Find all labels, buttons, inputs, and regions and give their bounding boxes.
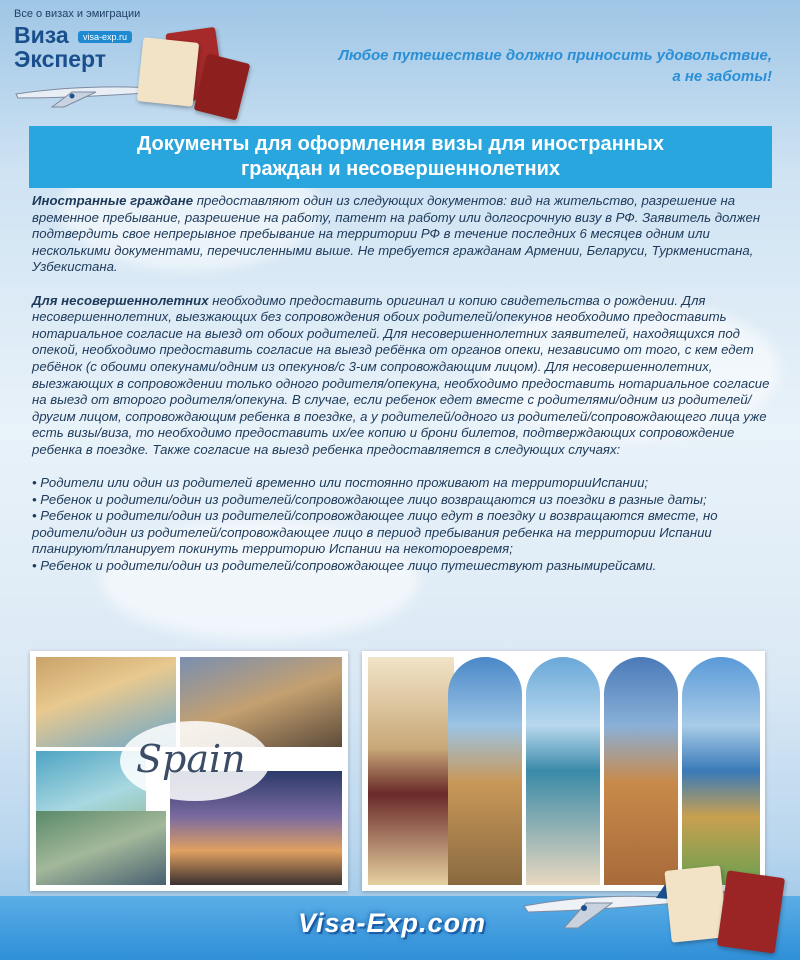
paragraph-minors (32, 293, 772, 459)
minors-lead: Для несовершеннолетних (32, 292, 209, 308)
cathedral-tile (604, 657, 678, 885)
airplane-icon (520, 872, 680, 932)
slogan-line-2: а не заботы! (672, 68, 772, 85)
spain-script-text: Spain (136, 737, 246, 781)
visa-sticker-icon (137, 37, 199, 107)
minors-text: необходимо предоставить оригинал и копию свидетельства о рождении. Для несовершеннолетних, выезжающих без сопровождения обоих родителей/опекунов необходимо предоставить нотариальное согласие на выезд от обоих родителей. Для несовершеннолетних заявителей, находящихся под опекой, необходимо предоставить согласие на выезд ребёнка от органов опеки, независимо от того, с кем едет ребёнок (с обоими опекунами/одним из опекунов/с 3-им сопровождающим лицом). Для несовершеннолетних, выезжающих в сопровождении только одного родителя/опекуна, необходимо предоставить нотариальное согласие на выезд от второго родителя/опекуна. В случае, если ребенок едет вместе с родителями/одним из родителей/другим лицом, сопровождающим ребенка в поездке, а у родителей/одного из родителей/сопровождающего лица уже есть визы/виза, то необходимо предоставить их/ее копию и брони билетов, подтверждающих сопровождение ребенка в поездке. Также согласие на выезд ребенка предоставляется в следующих случаях: (32, 292, 770, 457)
plaza-espana-tile (448, 657, 522, 885)
list-item: • Ребенок и родители/один из родителей/сопровождающее лицо возвращаются из поездки в разные даты; (32, 491, 707, 507)
page-title (29, 126, 772, 188)
logo-word-expert[interactable]: Эксперт (14, 46, 107, 72)
paragraph-foreign-citizens (32, 193, 772, 276)
logo-badge[interactable]: visa-exp.ru (78, 31, 132, 43)
list-item: • Ребенок и родители/один из родителей/сопровождающее лицо путешествуют разнымирейсами. (32, 558, 657, 574)
page-title-line-2: граждан и несовершеннолетних (240, 158, 561, 180)
header (0, 0, 800, 120)
page-title-line-1: Документы для оформления визы для иностранных (137, 133, 664, 155)
foreign-citizens-text: предоставляют один из следующих документов: вид на жительство, разрешение на временное пребывание, разрешение на работу, патент на работу или долгосрочную визу в РФ. Заявитель должен подтвердить свое непрерывное пребывание на территории РФ в течение последних 6 месяцев одним или несколькими документами, перечисленными выше. Не требуется гражданам Армении, Беларуси, Туркменистана, Узбекистана. (32, 193, 761, 275)
casa-batllo-tile (36, 811, 166, 885)
list-item: • Ребенок и родители/один из родителей/сопровождающее лицо едут в поездку и возвращаются вместе, но родители/один из родителей/сопровождающее лицо в период пребывания ребенка на территории Испании планируют/планирует покинуть территорию Испании на некотороевремя; (32, 508, 718, 557)
park-guell-tile (682, 657, 760, 885)
header-tagline: Все о визах и эмиграции (14, 8, 141, 20)
slogan-line-1: Любое путешествие должно приносить удовольствие, (338, 47, 772, 64)
logo-word-viza[interactable]: Виза (14, 22, 69, 48)
foreign-citizens-lead: Иностранные граждане (32, 193, 194, 208)
article-body (32, 193, 772, 575)
passport-icon (717, 870, 785, 953)
header-slogan (339, 45, 772, 87)
footer-site-link[interactable]: Visa-Exp.com (298, 908, 487, 938)
spain-collage-image (30, 651, 348, 891)
wine-tile (368, 657, 454, 885)
list-item: • Родители или один из родителей временно или постоянно проживают на территорииИспании; (32, 475, 649, 491)
coast-tile (526, 657, 600, 885)
spain-landmarks-collage (362, 651, 765, 891)
